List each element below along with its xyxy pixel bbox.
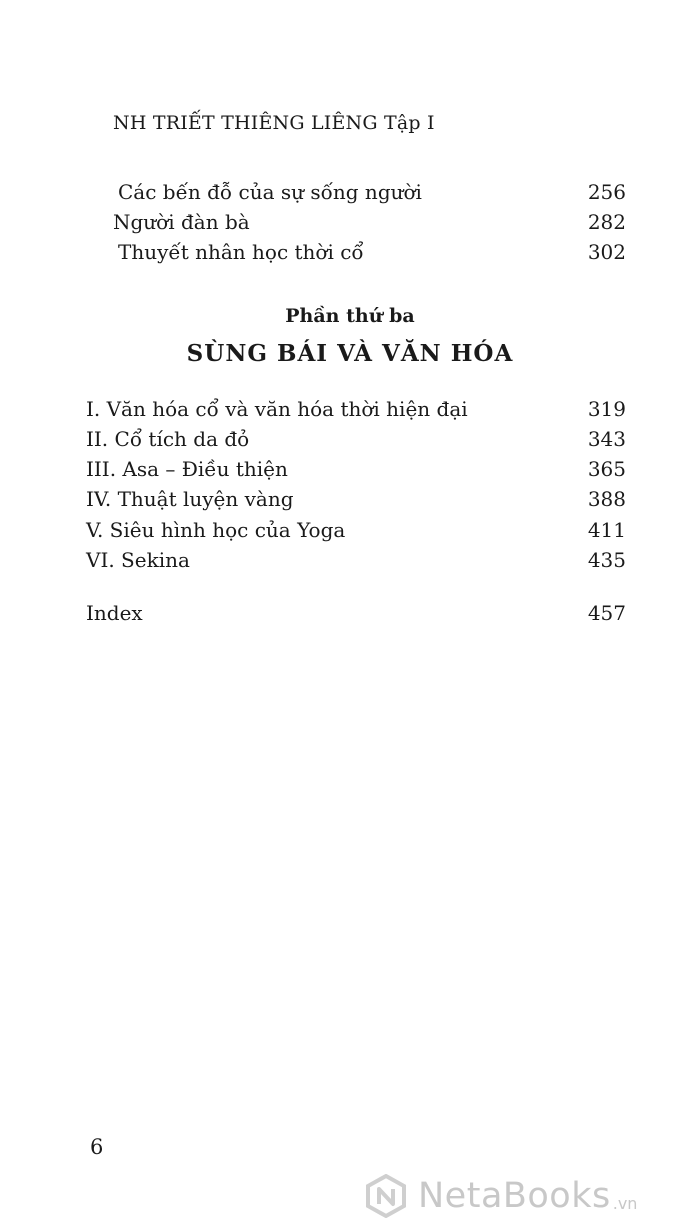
toc-entry-title: I. Văn hóa cổ và văn hóa thời hiện đại bbox=[86, 397, 468, 421]
toc-entry-title: Index bbox=[86, 601, 143, 625]
toc-entry-title: Thuyết nhân học thời cổ bbox=[118, 240, 364, 264]
toc-entry-title: IV. Thuật luyện vàng bbox=[86, 487, 294, 511]
watermark-brand: NetaBooks bbox=[418, 1176, 611, 1216]
toc-entry bbox=[86, 516, 626, 544]
toc-entry bbox=[118, 178, 626, 206]
toc-entry-page: 256 bbox=[587, 180, 626, 204]
toc-entry-page: 319 bbox=[587, 397, 626, 421]
toc-entry bbox=[86, 546, 626, 574]
toc-entry-page: 302 bbox=[587, 240, 626, 264]
toc-entry bbox=[86, 425, 626, 453]
toc-entry bbox=[86, 455, 626, 483]
toc-entry-page: 282 bbox=[587, 210, 626, 234]
toc-entry-page: 388 bbox=[587, 487, 626, 511]
watermark-suffix: .vn bbox=[612, 1193, 638, 1213]
part-label: Phần thứ ba bbox=[285, 305, 415, 327]
netabooks-logo-icon bbox=[364, 1174, 408, 1218]
part-title: SÙNG BÁI VÀ VĂN HÓA bbox=[186, 340, 514, 367]
toc-entry bbox=[86, 395, 626, 423]
toc-entry bbox=[86, 485, 626, 513]
toc-entry-page: 457 bbox=[587, 601, 626, 625]
toc-entry-page: 435 bbox=[587, 548, 626, 572]
toc-entry bbox=[118, 238, 626, 266]
toc-entry-title: II. Cổ tích da đỏ bbox=[86, 427, 250, 451]
watermark bbox=[364, 1166, 694, 1226]
toc-entry-page: 365 bbox=[587, 457, 626, 481]
toc-entry-title: III. Asa – Điều thiện bbox=[86, 457, 288, 481]
toc-entry-title: VI. Sekina bbox=[86, 548, 190, 572]
toc-entry-title: Người đàn bà bbox=[113, 210, 250, 234]
toc-entry bbox=[113, 208, 626, 236]
running-header: NH TRIẾT THIÊNG LIÊNG Tập I bbox=[113, 112, 435, 134]
toc-entry-page: 411 bbox=[587, 518, 626, 542]
toc-entry-title: Các bến đỗ của sự sống người bbox=[118, 180, 422, 204]
toc-entry-page: 343 bbox=[587, 427, 626, 451]
toc-entry-index bbox=[86, 599, 626, 627]
toc-entry-title: V. Siêu hình học của Yoga bbox=[86, 518, 346, 542]
page-number: 6 bbox=[90, 1135, 104, 1159]
